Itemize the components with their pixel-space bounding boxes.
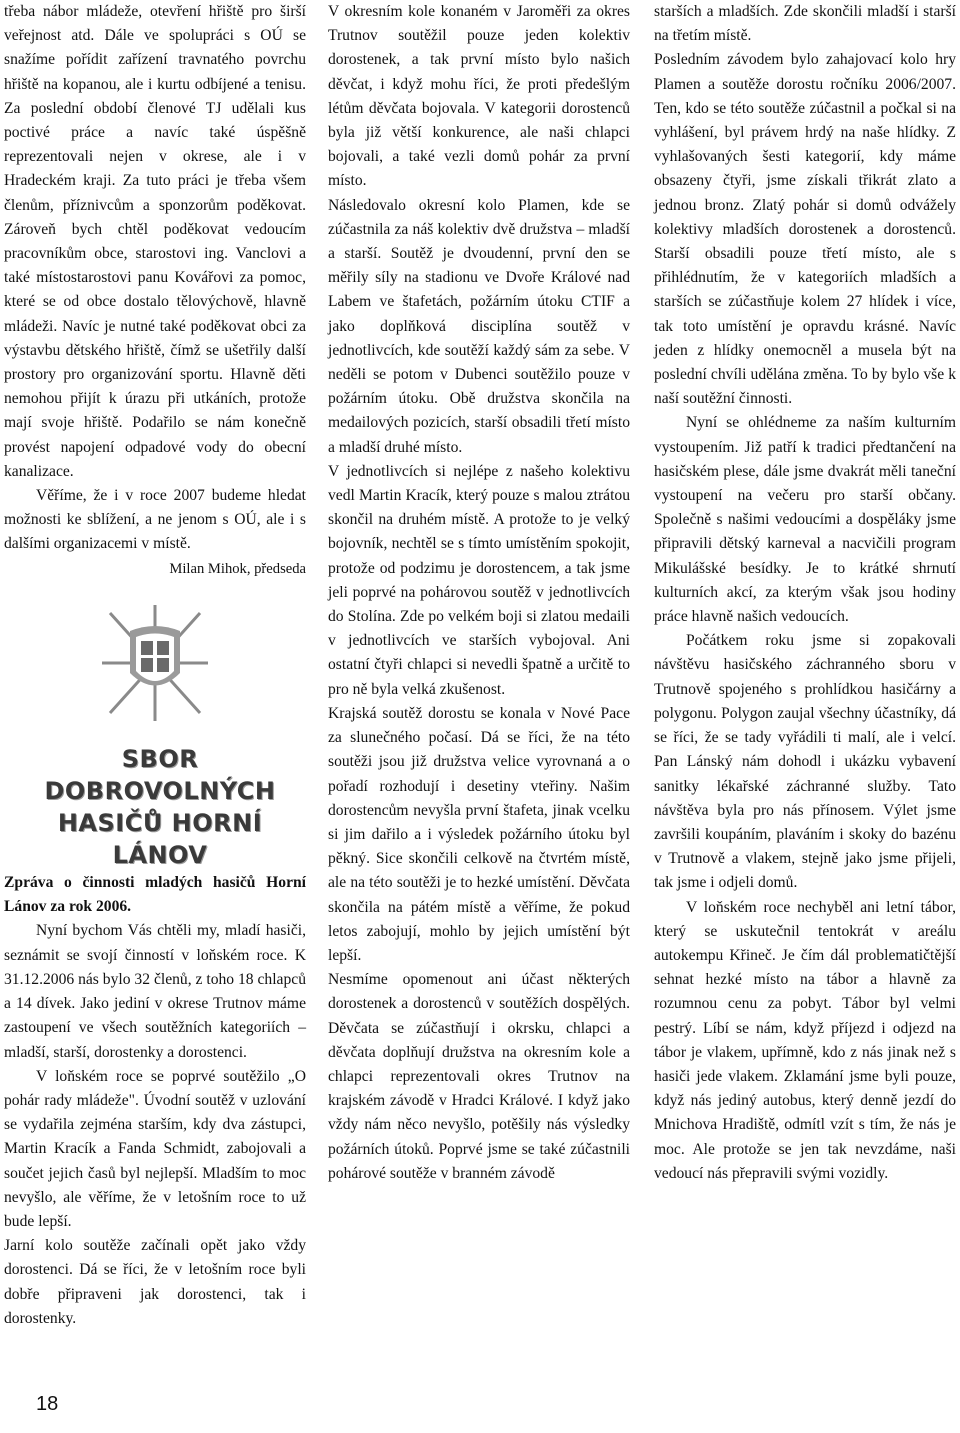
- page-number: 18: [36, 1393, 59, 1415]
- organization-banner: SBOR DOBROVOLNÝCH HASIČŮ HORNÍ LÁNOV: [44, 745, 276, 870]
- paragraph: Posledním závodem bylo zahajovací kolo hry Plamen a soutěže dorostu ročníku 2006/2007. Ten, kdo se této soutěže zúčastnil a počkal si na vyhlášení, byl právem hrdý na naše hlídky. Z vyhlašovaných šesti kategorií, kdy máme obsazeny čtyři, jsme získali třikrát zlato a jednou bronz. Zlatý pohár si domů odvážely kolektivy mladších dorostenek a dorostenců. Starší obsadili pouze třetí místo, ale s přihlédnutím, že v kategoriích mladších a starších se zúčastňuje kolem 27 hlídek i více, tak toto umístění je opravdu krásné. Navíc jeden z hlídky onemocněl a musela být na poslední chvíli udělána změna. To by bylo vše k naší soutěžní činnosti.: [654, 51, 956, 408]
- report-title: Zpráva o činnosti mladých hasičů Horní Lánov za rok 2006.: [4, 874, 306, 916]
- paragraph: V loňském roce nechyběl ani letní tábor, který se uskutečnil tentokrát v areálu autokempu Křineč. Je čím dál problematičtější sehnat hezké místo na tábor a hlavně za rozumnou cenu za pobyt. Tábor byl velmi pestrý. Líbí se nám, když příjezd i odjezd na tábor je vlakem, upřímně, kdo z nás jinak než s hasiči jede vlakem. Zklamání jsme byli pouze, když nás jediný autobus, který denně jezdí do Mnichova Hradiště, odmítl vzít s tím, že nás je moc. Ale protože se jen tak nevzdáme, naši vedoucí nás přepravili svými vozidly.: [654, 898, 956, 1182]
- column-3: [654, 0, 956, 1186]
- paragraph: V okresním kole konaném v Jaroměři za okres Trutnov soutěžil pouze jeden kolektiv dorostenek, a tak první místo bylo našich děvčat, i když mohu říci, že proti předešlým létům děvčata bojovala. V kategorii dorostenců byla již větší konkurence, ale naši chlapci bojovali, a také vezli domů pohár za první místo.: [328, 3, 630, 190]
- column-2: [328, 0, 630, 1186]
- paragraph: Věříme, že i v roce 2007 budeme hledat možnosti ke sblížení, a ne jenom s OÚ, ale i s dalšími organizacemi v místě.: [4, 487, 306, 553]
- fire-brigade-emblem-icon: [100, 603, 210, 723]
- paragraph: Nesmíme opomenout ani účast některých dorostenek a dorostenců v soutěžích dospělých. Děvčata se zúčastňují i okrsku, chlapci a děvčata doplňují družstva na okresním kole a chlapci reprezentovali okres Trutnov na krajském závodě v Hradci Králové. I když jako vždy nám něco nevyšlo, potěšily nás výsledky požárních útoků. Poprvé jsme se také zúčastnili pohárové soutěže v branném závodě: [328, 971, 630, 1182]
- paragraph: Krajská soutěž dorostu se konala v Nové Pace za slunečného počasí. Dá se říci, že na této soutěži jsou již družstva velice vyrovnaná a o pořadí rozhodují i desetiny vteřiny. Našim dorostencům nevyšla první štafeta, jinak vcelku si jim dařilo a i výsledek požárního útoku byl pěkný. Sice skončili celkově na čtvrtém místě, ale na této soutěži je to hezké umístění. Děvčata skončila na pátém místě a věříme, že pokud letos zabojují, mohlo by jejich umístění být lepší.: [328, 704, 630, 964]
- column-1: [4, 0, 306, 1331]
- paragraph: Nyní bychom Vás chtěli my, mladí hasiči, seznámit se svojí činností v loňském roce. K 31.12.2006 nás bylo 32 členů, z toho 18 chlapců a 14 dívek. Jako jediní v okrese Trutnov máme zastoupení ve všech soutěžních kategoriích – mladší, starší, dorostenky a dorostenci.: [4, 922, 306, 1061]
- paragraph: V jednotlivcích si nejlépe z našeho kolektivu vedl Martin Kracík, který pouze s malou ztrátou skončil na druhém místě. A protože to je velký bojovník, nechtěl se s tímto umístěním spokojit, protože od podzimu je dorostencem, a tak jsme jeli poprvé na pohárovou soutěž v jednotlivcích do Stolína. Zde po velkém boji si zlatou medaili v jednotlivcích ve starších vybojoval. Ani ostatní čtyři chlapci si nevedli špatně a určitě to pro ně byla velká zkušenost.: [328, 462, 630, 698]
- signature: Milan Mihok, předseda: [169, 560, 306, 577]
- paragraph: Nyní se ohlédneme za naším kulturním vystoupením. Již patří k tradici předtančení na hasičském plese, dále jsme dvakrát měli taneční vystoupení na večeru pro starší občany. Společně s našimi vedoucími a dospěláky jsme připravili dětský karneval a nacvičili program Mikulášské besídky. Je to krátké shrnutí kulturních akcí, za kterým však jsou hodiny práce hlavně našich vedoucích.: [654, 414, 956, 626]
- paragraph: Následovalo okresní kolo Plamen, kde se zúčastnila za náš kolektiv dvě družstva – mladší a starší. Soutěž je dvoudenní, první den se měřily síly na stadionu ve Dvoře Králové nad Labem ve štafetách, požárním útoku CTIF a jako doplňková disciplína soutěž v jednotlivcích, kde soutěží každý sám za sebe. V neděli se potom v Dubenci soutěžilo pouze v požárním útoku. Obě družstva skončila na medailových pozicích, starší obsadili třetí místo a mladší druhé místo.: [328, 196, 630, 456]
- paragraph: třeba nábor mládeže, otevření hřiště pro širší veřejnost atd. Dále ve spolupráci s OÚ se snažíme pořídit zařízení travnatého povrchu hřiště na kopanou, ale i kurtu odbíjené a tenisu. Za poslední období členové TJ udělali kus poctivé práce a navíc také úspěšně reprezentovali nejen v okrese, ale i v Hradeckém kraji. Za tuto práci je třeba všem členům, příznivcům a sponzorům poděkovat. Zároveň bych chtěl poděkovat vedoucím pracovníkům obce, starostovi ing. Vanclovi a také místostarostovi panu Kovářovi za pomoc, které se od obce dostalo tělovýchově, hlavně mládeži. Navíc je nutné také poděkovat obci za výstavbu dětského hřiště, čímž se ušetřily další prostory pro organizování sportu. Hlavně děti nemohou přijít k úrazu při utkáních, protože mají svoje hřiště. Podařilo se nám konečně provést napojení odpadové vody do obecní kanalizace.: [4, 3, 306, 480]
- paragraph: V loňském roce se poprvé soutěžilo „O pohár rady mládeže". Úvodní soutěž v uzlování se vydařila zejména starším, kdy dva zástupci, Martin Kracík a Fanda Schmidt, zabojovali a součet jejich časů byl nejlepší. Mladším to moc nevyšlo, ale věříme, že v letošním roce to už bude lepší.: [4, 1067, 306, 1230]
- paragraph: Jarní kolo soutěže začínali opět jako vždy dorostenci. Dá se říci, že v letošním roce byli dobře připraveni jak dorostenci, tak i dorostenky.: [4, 1237, 306, 1327]
- paragraph: starších a mladších. Zde skončili mladší i starší na třetím místě.: [654, 3, 956, 45]
- paragraph: Počátkem roku jsme si zopakovali návštěvu hasičského záchranného sboru v Trutnově spojeného s prohlídkou hasičárny a polygonu. Polygon zaujal všechny účastníky, dá se říci, že se tady vyřádili ti malí, ale i velcí. Pan Lánský nám dohodl i ukázku vybavení sanitky lékařské záchranné služby. Tato návštěva byla pro nás přínosem. Výlet jsme završili koupáním, plaváním i skoky do bazénu v Trutnově a vlakem, stejně jako jsme přijeli, tak jsme i odjeli domů.: [654, 632, 956, 892]
